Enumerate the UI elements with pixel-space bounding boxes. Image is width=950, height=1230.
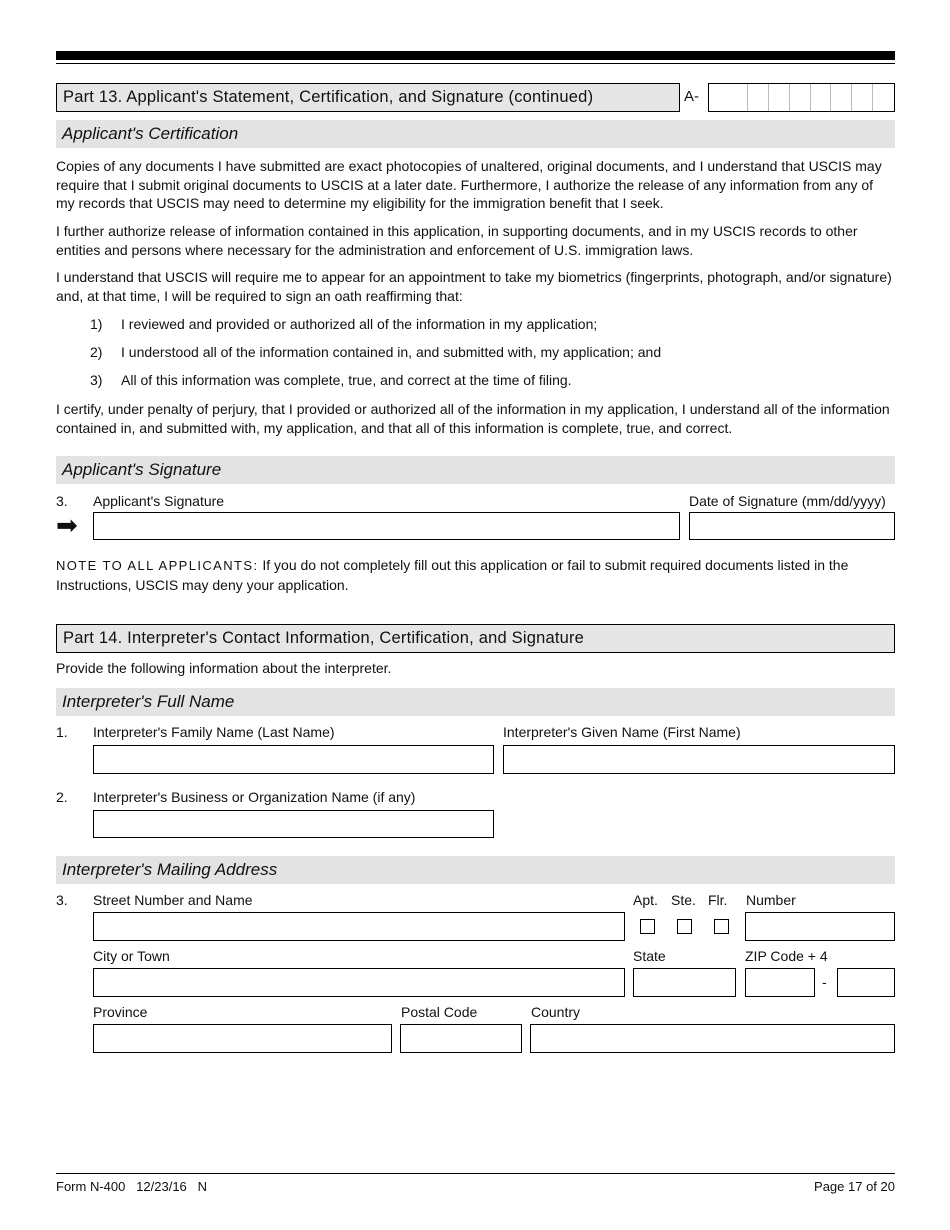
item-number: 3. [56, 892, 68, 908]
family-name-input[interactable] [93, 745, 494, 774]
date-of-signature-label: Date of Signature (mm/dd/yyyy) [689, 493, 886, 509]
street-input[interactable] [93, 912, 625, 941]
apt-label: Apt. [633, 892, 658, 908]
form-id: Form N-400 12/23/16 N [56, 1179, 208, 1194]
top-rule-thick [56, 51, 895, 60]
a-number-cell [811, 84, 832, 111]
a-number-cell [748, 84, 769, 111]
given-name-input[interactable] [503, 745, 895, 774]
certification-header: Applicant's Certification [56, 120, 895, 148]
flr-label: Flr. [708, 892, 728, 908]
zip-label: ZIP Code + 4 [745, 948, 828, 964]
a-number-cell [790, 84, 811, 111]
business-name-label: Interpreter's Business or Organization Name (if any) [93, 789, 416, 805]
full-name-header: Interpreter's Full Name [56, 688, 895, 716]
postal-code-label: Postal Code [401, 1004, 478, 1020]
zip-dash: - [822, 974, 827, 990]
list-item-number: 2) [90, 344, 103, 360]
note-to-applicants [56, 556, 895, 594]
item-number: 1. [56, 724, 68, 740]
list-item-number: 1) [90, 316, 103, 332]
country-input[interactable] [530, 1024, 895, 1053]
a-number-cell [769, 84, 790, 111]
signature-label: Applicant's Signature [93, 493, 225, 509]
item-number: 3. [56, 493, 68, 509]
arrow-right-icon: ➡ [56, 510, 78, 540]
zip-plus4-input[interactable] [837, 968, 895, 997]
date-of-signature-input[interactable] [689, 512, 895, 540]
a-number-cell [873, 84, 894, 111]
certification-paragraph-3: I understand that USCIS will require me to appear for an appointment to take my biometrics (fingerprints, photograph, and/or signature) and, at that time, I will be required to sign an oath reaffirming that: [56, 269, 892, 304]
country-label: Country [531, 1004, 581, 1020]
footer-rule [56, 1173, 895, 1174]
a-number-cell [831, 84, 852, 111]
a-number-label: A- [684, 88, 699, 105]
part13-header: Part 13. Applicant's Statement, Certification, and Signature (continued) [56, 83, 680, 112]
part14-header: Part 14. Interpreter's Contact Information, Certification, and Signature [56, 624, 895, 653]
province-label: Province [93, 1004, 148, 1020]
certification-paragraph-4: I certify, under penalty of perjury, that I provided or authorized all of the information in my application, I understand all of the information contained in, and submitted with, my application, and that all of this information is complete, true, and correct. [56, 401, 890, 436]
street-label: Street Number and Name [93, 892, 253, 908]
list-item-text: I reviewed and provided or authorized all of the information in my application; [121, 316, 598, 332]
list-item-text: All of this information was complete, true, and correct at the time of filing. [121, 372, 572, 388]
list-item-text: I understood all of the information contained in, and submitted with, my application; and [121, 344, 662, 360]
mailing-address-header: Interpreter's Mailing Address [56, 856, 895, 884]
note-text: If you do not completely fill out this application or fail to submit required documents listed in the Instructions, USCIS may deny your application. [56, 557, 849, 593]
signature-field[interactable] [93, 512, 680, 540]
province-input[interactable] [93, 1024, 392, 1053]
top-rule-thin [56, 63, 895, 64]
ste-checkbox[interactable] [677, 919, 692, 934]
a-number-cell [852, 84, 873, 111]
apt-checkbox[interactable] [640, 919, 655, 934]
business-name-input[interactable] [93, 810, 494, 838]
family-name-label: Interpreter's Family Name (Last Name) [93, 724, 335, 740]
city-label: City or Town [93, 948, 170, 964]
zip-code-input[interactable] [745, 968, 815, 997]
certification-paragraph-1: Copies of any documents I have submitted are exact photocopies of unaltered, original documents, and I understand that USCIS may require that I submit original documents to USCIS at a later date. Furthermore, I authorize the release of any information from any of my records that USCIS may need to determine my eligibility for the immigration benefit that I seek. [56, 158, 882, 211]
given-name-label: Interpreter's Given Name (First Name) [503, 724, 741, 740]
flr-checkbox[interactable] [714, 919, 729, 934]
apt-number-input[interactable] [745, 912, 895, 941]
postal-code-input[interactable] [400, 1024, 522, 1053]
part14-intro: Provide the following information about the interpreter. [56, 660, 392, 676]
state-select[interactable] [633, 968, 736, 997]
a-number-cell [727, 84, 748, 111]
ste-label: Ste. [671, 892, 696, 908]
page-number: Page 17 of 20 [814, 1179, 895, 1194]
a-number-input[interactable] [708, 83, 895, 112]
state-label: State [633, 948, 666, 964]
item-number: 2. [56, 789, 68, 805]
city-input[interactable] [93, 968, 625, 997]
signature-header: Applicant's Signature [56, 456, 895, 484]
note-caps: NOTE TO ALL APPLICANTS: [56, 558, 259, 573]
number-label: Number [746, 892, 796, 908]
list-item-number: 3) [90, 372, 103, 388]
certification-paragraph-2: I further authorize release of information contained in this application, in supporting documents, and in my USCIS records to other entities and persons where necessary for the administration and enforcement of U.S. immigration laws. [56, 223, 858, 258]
